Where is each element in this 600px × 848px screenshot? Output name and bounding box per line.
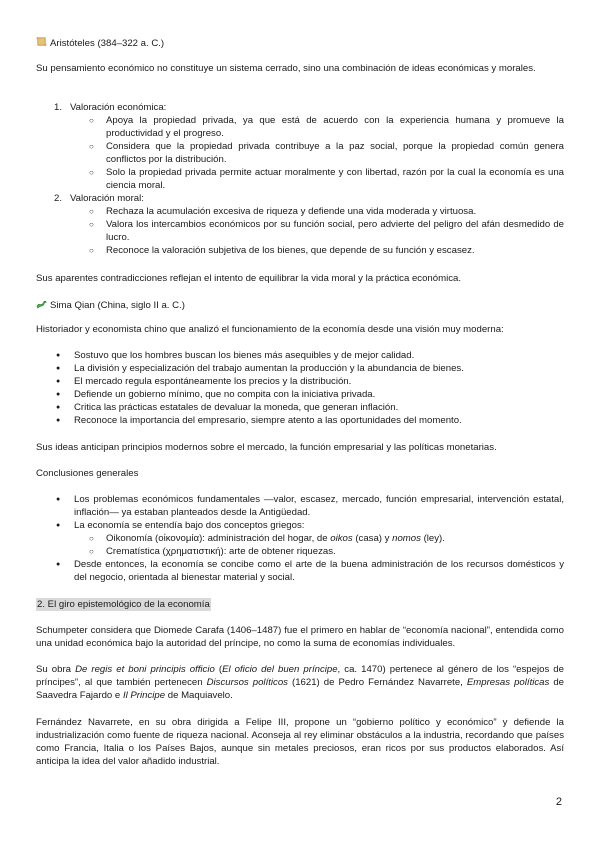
book-title: El oficio del buen príncipe xyxy=(222,664,338,675)
text: , ca. 1470) pertenece al género de los “espejos de príncipes”, al que también pertenecen xyxy=(36,664,564,688)
item-title: Valoración económica: xyxy=(70,102,167,113)
dragon-icon xyxy=(36,298,47,309)
list-item: ● Critica las prácticas estatales de devaluar la moneda, que generan inflación. xyxy=(36,401,564,414)
text: ( xyxy=(214,664,223,675)
section-2-heading-text: 2. El giro epistemológico de la economía xyxy=(37,599,210,610)
term-nomos: nomos xyxy=(392,533,421,544)
section-2-paragraph-3: Fernández Navarrete, en su obra dirigida a Felipe III, propone un “gobierno político y económico” y defiende la industrialización como fuente de riqueza nacional. Aconseja al rey eliminar obstáculos a la industria, recordando que países como Francia, Italia o los Países Bajos, aunque sin metales preciosos, eran ricos por sus productos elaborados. Así anticipa la idea del valor añadido industrial. xyxy=(36,717,564,767)
sima-closing: Sus ideas anticipan principios modernos sobre el mercado, la función empresarial y las políticas monetarias. xyxy=(36,442,497,453)
list-item: ● Desde entonces, la economía se concibe como el arte de la buena administración de los recursos domésticos y del negocio, orientada al bienestar material y social. xyxy=(36,558,564,584)
sub-item: ○ Rechaza la acumulación excesiva de riqueza y defiende una vida moderada y virtuosa. xyxy=(36,205,564,218)
sima-heading xyxy=(36,298,564,312)
sub-text: (ley). xyxy=(420,533,445,544)
conclusiones-heading: Conclusiones generales xyxy=(36,468,139,479)
sub-text: Oikonomía (οἰκονομία): administración del hogar, de xyxy=(106,533,331,544)
list-item: ● La división y especialización del trabajo aumentan la producción y la abundancia de bienes. xyxy=(36,362,564,375)
sub-item-oikonomia xyxy=(36,532,564,545)
sima-bullets xyxy=(36,349,564,427)
sima-heading-text: Sima Qian (China, siglo II a. C.) xyxy=(50,300,185,311)
list-item: ● Defiende un gobierno mínimo, que no compita con la iniciativa privada. xyxy=(36,388,564,401)
sub-item: ○ Solo la propiedad privada permite actuar moralmente y con libertad, razón por la cual la economía es una ciencia moral. xyxy=(36,166,564,192)
section-2-paragraph-1: Schumpeter considera que Diomede Carafa (1406–1487) fue el primero en hablar de “economía nacional”, entendida como una unidad económica bajo la autoridad del príncipe, no como la suma de economías individuales. xyxy=(36,625,564,649)
sub-item: ○ Reconoce la valoración subjetiva de los bienes, que depende de su función y escasez. xyxy=(36,244,564,257)
section-2-heading xyxy=(36,598,564,611)
list-item: ● Reconoce la importancia del empresario, siempre atento a las oportunidades del momento. xyxy=(36,414,564,427)
list-item: ● Sostuvo que los hombres buscan los bienes más asequibles y de mejor calidad. xyxy=(36,349,564,362)
aristoteles-closing: Sus aparentes contradicciones reflejan el intento de equilibrar la vida moral y la práctica económica. xyxy=(36,273,462,284)
page-number: 2 xyxy=(555,796,562,808)
book-title: Discursos políticos xyxy=(206,677,288,688)
item-number: 2. xyxy=(54,193,63,204)
sub-item: ○ Considera que la propiedad privada contribuye a la paz social, porque la propiedad común genera conflictos por la distribución. xyxy=(36,140,564,166)
aristoteles-list xyxy=(36,101,564,257)
term-oikos: oikos xyxy=(330,533,353,544)
list-item: ● El mercado regula espontáneamente los precios y la distribución. xyxy=(36,375,564,388)
aristoteles-heading-text: Aristóteles (384–322 a. C.) xyxy=(50,38,165,49)
item-number: 1. xyxy=(54,102,63,113)
text: de Saavedra Fajardo e xyxy=(36,677,565,701)
sub-text: (casa) y xyxy=(352,533,393,544)
section-2-paragraph-2 xyxy=(36,663,564,702)
item-title: Valoración moral: xyxy=(70,193,144,204)
text: (1621) de Pedro Fernández Navarrete, xyxy=(287,677,467,688)
book-title: Il Principe xyxy=(122,690,166,701)
conclusiones-bullets xyxy=(36,493,564,584)
text: Su obra xyxy=(36,664,76,675)
book-title: Empresas políticas xyxy=(466,677,550,688)
aristoteles-heading xyxy=(36,36,564,50)
list-item-economic xyxy=(36,101,564,114)
list-item: ● La economía se entendía bajo dos conceptos griegos: xyxy=(36,519,564,532)
sub-item-crematistica: ○ Crematística (χρηματιστική): arte de obtener riquezas. xyxy=(36,545,564,558)
sima-intro: Historiador y economista chino que analizó el funcionamiento de la economía desde una visión muy moderna: xyxy=(36,324,504,335)
list-item: ● Los problemas económicos fundamentales —valor, escasez, mercado, función empresarial, intervención estatal, inflación— ya estaban planteados desde la Antigüedad. xyxy=(36,493,564,519)
text: de Maquiavelo. xyxy=(165,690,233,701)
list-item-moral xyxy=(36,192,564,205)
aristoteles-intro: Su pensamiento económico no constituye un sistema cerrado, sino una combinación de ideas económicas y morales. xyxy=(36,63,536,74)
sub-item: ○ Apoya la propiedad privada, ya que está de acuerdo con la experiencia humana y promueve la productividad y el progreso. xyxy=(36,114,564,140)
book-title: De regis et boni principis officio xyxy=(75,664,215,675)
sub-item: ○ Valora los intercambios económicos por su función social, pero advierte del peligro del afán desmedido de lucro. xyxy=(36,218,564,244)
scroll-icon xyxy=(36,36,47,47)
